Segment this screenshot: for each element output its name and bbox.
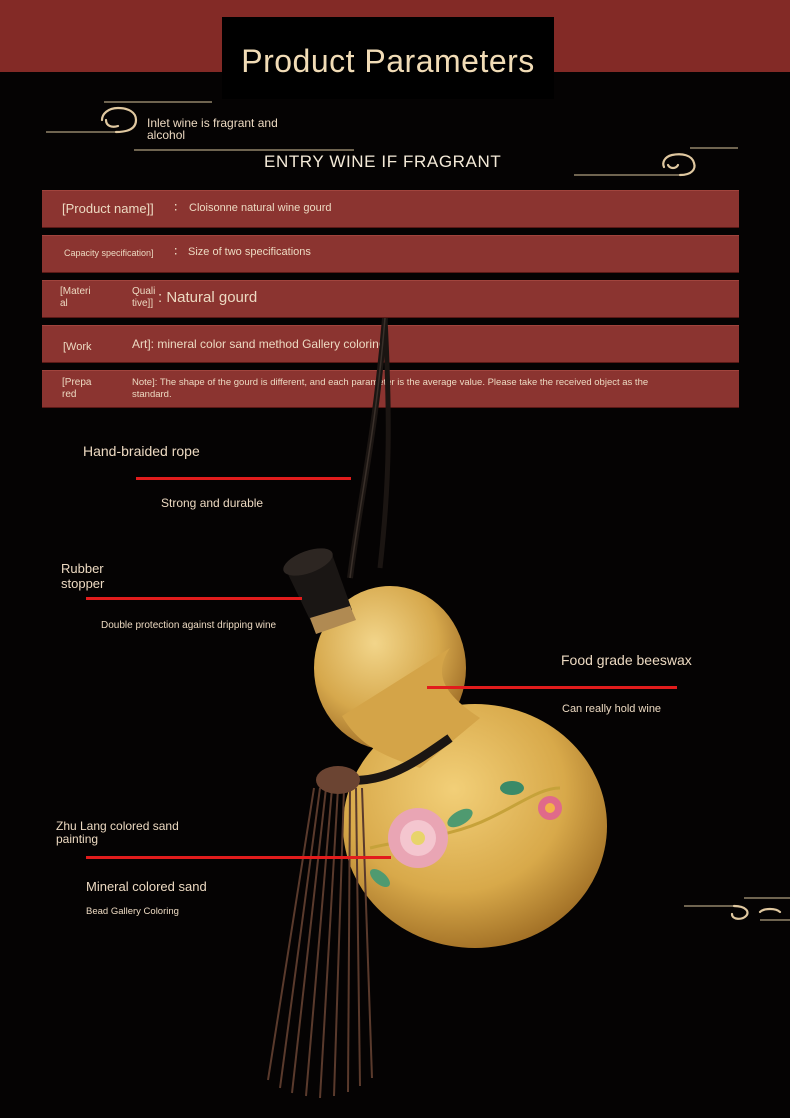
callout-line xyxy=(427,686,677,689)
param-value: Art]: mineral color sand method Gallery coloring xyxy=(132,337,386,351)
cloud-swirl-icon xyxy=(684,888,790,928)
callout-rope-title: Hand-braided rope xyxy=(83,443,200,459)
param-row-capacity xyxy=(42,235,739,273)
param-value: Note]: The shape of the gourd is different, and each parameter is the average value. Please take the received object as the standard. xyxy=(132,377,649,400)
callout-stopper-desc: Double protection against dripping wine xyxy=(101,620,277,631)
callout-painting-title: Zhu Lang colored sand painting xyxy=(56,819,179,846)
callout-sand-desc: Bead Gallery Coloring xyxy=(86,906,179,917)
param-value: : Natural gourd xyxy=(158,289,258,306)
cloud-swirl-icon xyxy=(572,143,742,183)
callout-beeswax-desc: Can really hold wine xyxy=(562,703,662,715)
callout-beeswax-title: Food grade beeswax xyxy=(561,652,692,668)
param-value: Cloisonne natural wine gourd xyxy=(189,202,332,214)
gourd-product-image xyxy=(250,318,620,1118)
param-label: Capacity specification] xyxy=(64,248,154,258)
param-separator: ∶ xyxy=(174,244,178,259)
param-row-name xyxy=(42,190,739,228)
title-box xyxy=(222,17,554,99)
callout-stopper-title: Rubber stopper xyxy=(61,561,105,591)
page-title: Product Parameters xyxy=(241,42,535,79)
param-label: [Prepa red xyxy=(62,377,92,400)
param-value: Size of two specifications xyxy=(188,246,311,258)
param-label-mid: Quali tive]] xyxy=(132,286,156,309)
callout-line xyxy=(86,856,391,859)
param-label: [Work xyxy=(63,341,92,353)
param-label: [Materi al xyxy=(60,286,91,309)
param-row-material xyxy=(42,280,739,318)
callout-line xyxy=(136,477,351,480)
param-separator: ∶ xyxy=(174,200,178,215)
tagline: Inlet wine is fragrant and alcohol xyxy=(147,116,278,142)
subtitle: ENTRY WINE IF FRAGRANT xyxy=(264,152,502,171)
callout-line xyxy=(86,597,302,600)
callout-sand-title: Mineral colored sand xyxy=(86,879,207,894)
callout-rope-desc: Strong and durable xyxy=(161,496,264,510)
param-label: [Product name]] xyxy=(62,201,154,216)
